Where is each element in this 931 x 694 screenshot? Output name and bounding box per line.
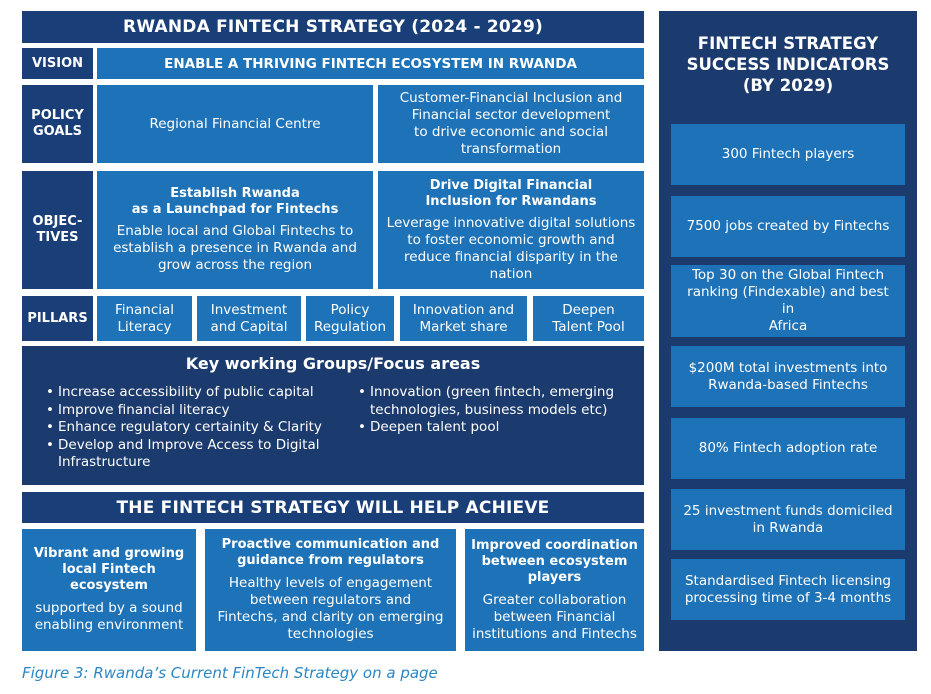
focus-list-right xyxy=(358,384,638,437)
vision-text: ENABLE A THRIVING FINTECH ECOSYSTEM IN RWANDA xyxy=(164,55,577,72)
achieve-item-text-line: between Financial xyxy=(493,608,616,625)
policy-goal-2-line: Financial sector development xyxy=(411,107,611,123)
achieve-item-text-line: Fintechs, and clarity on emerging xyxy=(217,609,444,625)
focus-item: • Innovation (green fintech, emerging technologies, business models etc) xyxy=(358,384,638,419)
achieve-item-title-line: ecosystem xyxy=(70,578,148,593)
pillar-line: Talent Pool xyxy=(552,318,625,335)
strategy-title-bar xyxy=(22,11,644,43)
achieve-item-text-line: between regulators and xyxy=(249,592,412,608)
indicator-box: $200M total investments into Rwanda-based Fintechs xyxy=(671,346,905,407)
achieve-item-box xyxy=(22,529,196,651)
pillar-line: Policy xyxy=(330,301,370,318)
focus-item: • Improve financial literacy xyxy=(46,402,366,420)
achieve-item-text-line: Healthy levels of engagement xyxy=(228,575,433,591)
indicators-title-line: SUCCESS INDICATORS xyxy=(686,55,890,74)
pillar-box xyxy=(197,296,301,341)
indicators-title-line: FINTECH STRATEGY xyxy=(697,34,879,53)
objective-2-text-line: Leverage innovative digital solutions xyxy=(386,214,636,231)
objective-2-title-line: Inclusion for Rwandans xyxy=(425,193,597,209)
objective-1-box xyxy=(97,171,373,289)
vision-label: VISION xyxy=(31,55,84,71)
objective-1-title-line: Establish Rwanda xyxy=(170,186,300,201)
objectives-label-1: OBJEC- xyxy=(32,214,83,229)
policy-goal-1: Regional Financial Centre xyxy=(149,115,321,132)
objective-1-title-line: as a Launchpad for Fintechs xyxy=(131,202,339,217)
pillar-line: Investment xyxy=(210,301,288,318)
indicator-box: 300 Fintech players xyxy=(671,124,905,185)
policy-goal-1-box xyxy=(97,85,373,163)
strategy-title: RWANDA FINTECH STRATEGY (2024 - 2029) xyxy=(123,17,543,37)
objective-1-text-line: establish a presence in Rwanda and xyxy=(113,240,357,256)
policy-goal-2-box xyxy=(378,85,644,163)
achieve-item-text-line: supported by a sound xyxy=(35,600,183,616)
objectives-label-2: TIVES xyxy=(36,230,79,245)
pillar-line: Market share xyxy=(419,318,508,335)
objective-1-text-line: Enable local and Global Fintechs to xyxy=(116,223,354,239)
vision-box xyxy=(97,48,644,79)
achieve-title-bar xyxy=(22,492,644,523)
achieve-item-text-line: technologies xyxy=(287,626,374,642)
pillar-box xyxy=(533,296,644,341)
achieve-item-title-line: between ecosystem xyxy=(481,553,628,569)
focus-areas-title: Key working Groups/Focus areas xyxy=(185,354,481,373)
indicator-box: 25 investment funds domiciled in Rwanda xyxy=(671,489,905,550)
achieve-item-text-line: enabling environment xyxy=(34,617,184,633)
achieve-item-title-line: players xyxy=(527,569,582,585)
indicator-box: Standardised Fintech licensing processing time of 3-4 months xyxy=(671,559,905,620)
objectives-label-box xyxy=(22,171,93,289)
indicator-box: Top 30 on the Global Fintech ranking (Findexable) and best in Africa xyxy=(671,265,905,337)
policy-goals-label-box xyxy=(22,85,93,163)
achieve-item-title-line: local Fintech xyxy=(62,562,156,577)
policy-goal-2-line: Customer-Financial Inclusion and xyxy=(399,90,623,106)
pillar-box xyxy=(97,296,192,341)
focus-item: • Enhance regulatory certainity & Clarity xyxy=(46,419,366,437)
achieve-item-title-line: Proactive communication and xyxy=(221,537,440,552)
achieve-item-text-line: institutions and Fintechs xyxy=(472,625,637,642)
achieve-item-box xyxy=(465,529,644,651)
policy-goal-2-line: transformation xyxy=(460,141,562,157)
focus-areas-panel xyxy=(22,346,644,485)
figure-caption: Figure 3: Rwanda’s Current FinTech Strategy on a page xyxy=(22,664,438,682)
indicators-title-line: (BY 2029) xyxy=(742,76,834,95)
focus-item: • Develop and Improve Access to Digital Infrastructure xyxy=(46,437,366,472)
pillar-line: and Capital xyxy=(210,318,288,335)
pillar-line: Regulation xyxy=(313,318,387,335)
indicator-box: 7500 jobs created by Fintechs xyxy=(671,196,905,257)
objective-2-text-line: nation xyxy=(489,265,533,282)
policy-goal-2-line: to drive economic and social xyxy=(414,124,608,140)
pillar-line: Innovation and xyxy=(412,301,515,318)
focus-list-left xyxy=(46,384,366,472)
pillar-box xyxy=(306,296,394,341)
vision-label-box xyxy=(22,48,93,79)
objective-2-text-line: reduce financial disparity in the xyxy=(404,248,618,265)
objective-2-title-line: Drive Digital Financial xyxy=(429,177,593,193)
pillar-line: Deepen xyxy=(562,301,615,318)
pillar-line: Literacy xyxy=(117,318,172,335)
achieve-item-box xyxy=(205,529,456,651)
achieve-item-title-line: guidance from regulators xyxy=(237,553,424,568)
policy-goals-label-2: GOALS xyxy=(32,124,83,139)
achieve-title: THE FINTECH STRATEGY WILL HELP ACHIEVE xyxy=(116,497,550,518)
objective-2-box xyxy=(378,171,644,289)
focus-item: • Deepen talent pool xyxy=(358,419,638,437)
focus-item: • Increase accessibility of public capital xyxy=(46,384,366,402)
indicator-box: 80% Fintech adoption rate xyxy=(671,418,905,479)
policy-goals-label-1: POLICY xyxy=(31,108,84,123)
objective-2-text-line: to foster economic growth and xyxy=(407,231,615,248)
pillar-box xyxy=(400,296,527,341)
pillars-label-box xyxy=(22,296,93,341)
achieve-item-title-line: Improved coordination xyxy=(471,537,638,553)
pillar-line: Financial xyxy=(114,301,175,318)
objective-1-text-line: grow across the region xyxy=(157,257,313,273)
indicators-title xyxy=(659,33,917,96)
achieve-item-title-line: Vibrant and growing xyxy=(33,546,185,561)
pillars-label: PILLARS xyxy=(27,310,88,326)
achieve-item-text-line: Greater collaboration xyxy=(482,591,627,608)
